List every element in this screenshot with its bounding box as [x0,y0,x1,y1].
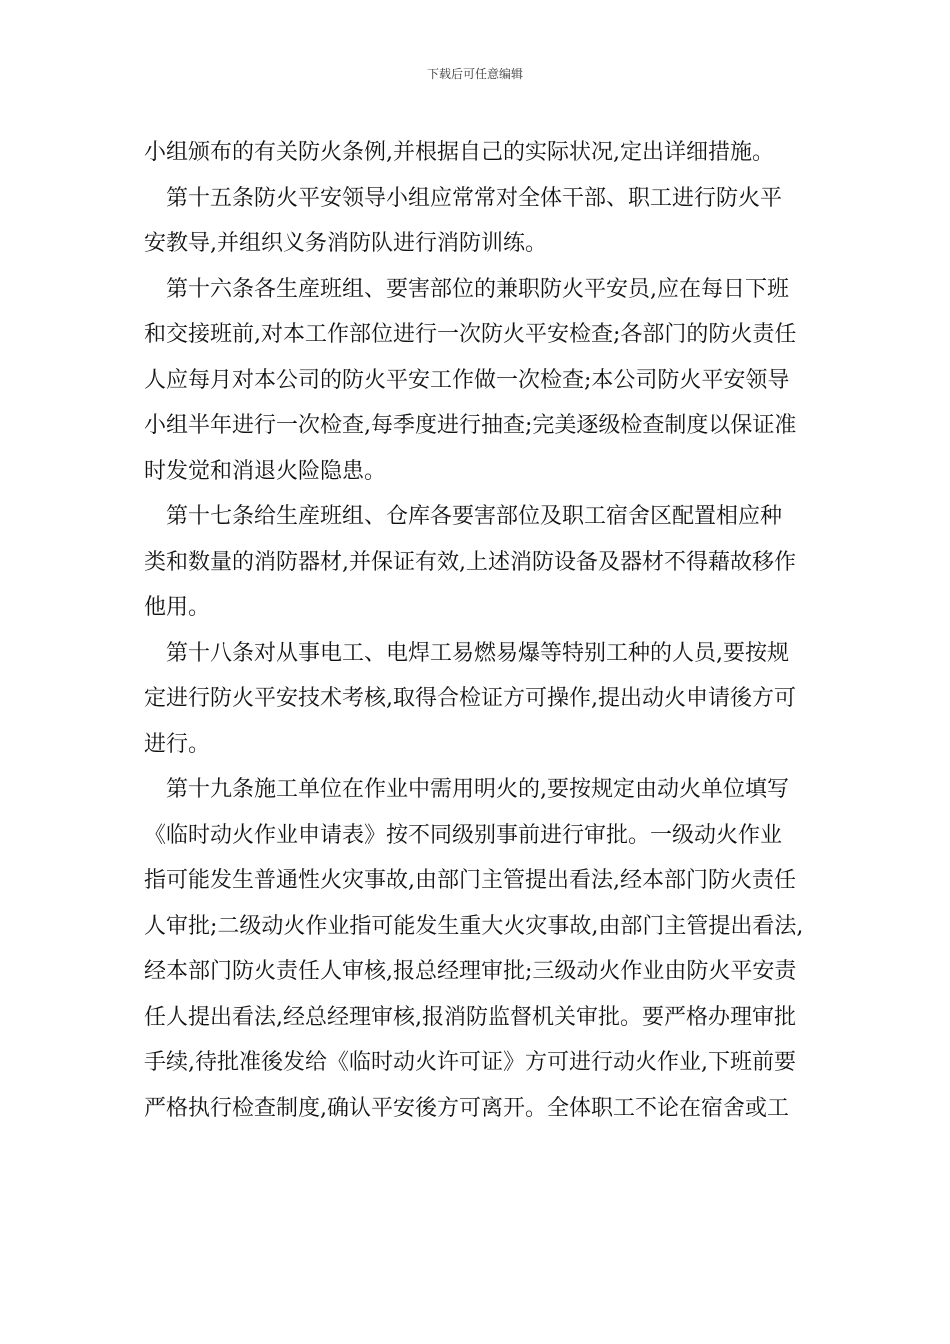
page-header: 下载后可任意编辑 [426,67,523,81]
text-line: 任人提出看法,经总经理审核,报消防监督机关审批。要严格办理审批 [144,1004,796,1030]
text-line: 小组半年进行一次检查,每季度进行抽查;完美逐级检查制度以保证准 [144,413,797,438]
text-line: 定进行防火平安技术考核,取得合检证方可操作,提出动火申请後方可 [144,686,796,711]
text-line: 《临时动火作业申请表》按不同级别事前进行审批。一级动火作业 [144,822,783,848]
text-line: 第十五条防火平安领导小组应常常对全体干部、职工进行防火平 [166,185,783,211]
text-line: 时发觉和消退火险隐患。 [144,458,387,484]
text-line: 进行。 [144,731,211,757]
text-line: 他用。 [144,595,211,620]
text-line: 安教导,并组织义务消防队进行消防训练。 [144,231,547,256]
text-line: 第十六条各生産班组、要害部位的兼职防火平安员,应在每日下班 [166,276,789,302]
text-line: 严格执行检查制度,确认平安後方可离开。全体职工不论在宿舍或工 [144,1095,789,1121]
text-line: 手续,待批准後发给《临时动火许可证》方可进行动火作业,下班前要 [144,1050,796,1075]
text-line: 第十七条给生産班组、仓库各要害部位及职工宿舍区配置相应种 [166,504,783,529]
text-line: 指可能发生普通性火灾事故,由部门主管提出看法,经本部门防火责任 [144,868,796,893]
document-body [144,130,809,1131]
text-line: 第十八条对从事电工、电焊工易燃易爆等特别工种的人员,要按规 [166,640,789,666]
text-line: 类和数量的消防器材,并保证有效,上述消防设备及器材不得藉故移作 [144,549,796,575]
text-line: 经本部门防火责任人审核,报总经理审批;三级动火作业由防火平安责 [144,959,797,984]
text-line: 人审批;二级动火作业指可能发生重大火灾事故,由部门主管提出看法, [144,913,804,939]
text-line: 第十九条施工单位在作业中需用明火的,要按规定由动火单位填写 [166,777,789,802]
text-line: 和交接班前,对本工作部位进行一次防火平安检查;各部门的防火责任 [144,322,797,347]
text-line: 小组颁布的有关防火条例,并根据自己的实际状况,定出详细措施。 [144,140,774,165]
text-line: 人应每月对本公司的防火平安工作做一次检查;本公司防火平安领导 [144,367,790,393]
